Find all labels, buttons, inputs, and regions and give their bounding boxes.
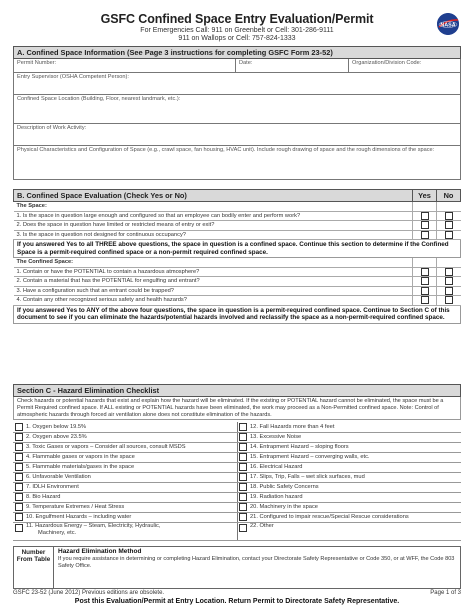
emergency-line-2: 911 on Wallops or Cell: 757-824-1333 [178,35,296,42]
hazard-5: 5. Flammable materials/gases in the space [24,462,237,472]
confined-q1-yes[interactable] [421,268,429,276]
description-field[interactable]: Description of Work Activity: [14,124,461,146]
hazard-18-checkbox[interactable] [239,483,247,491]
form-title: GSFC Confined Space Entry Evaluation/Permit [100,12,374,26]
confined-q3: 3. Have a configuration such that an entrant could be trapped? [14,286,413,296]
hazard-checklist [13,422,461,541]
section-a [13,46,461,180]
org-code-field[interactable]: Organization/Division Code: [349,59,461,73]
space-q2-yes[interactable] [421,221,429,229]
hazard-8-checkbox[interactable] [15,493,23,501]
hazard-6-checkbox[interactable] [15,473,23,481]
hazard-22-checkbox[interactable] [239,524,247,532]
hazard-14-checkbox[interactable] [239,443,247,451]
hazard-6: 6. Unfavorable Ventilation [24,472,237,482]
post-notice: Post this Evaluation/Permit at Entry Location. Return Permit to Directorate Safety Representative. [74,598,400,605]
physical-field[interactable]: Physical Characteristics and Configuration of Space (e.g., crawl space, fan housing, HVAC unit). Include rough drawing of space and the rough dimensions of the space: [14,146,461,180]
form-number: GSFC 23-52 (June 2012) Previous editions are obsolete. [13,590,165,596]
section-b [13,189,461,324]
section-b-note-2: If you answered Yes to ANY of the above four questions, the space in question is a permit-required confined space. Continue to Section C of this document to see if you can eliminate the hazards/potential hazards involved and reclassify the space as a non-permit-required confined space. [14,305,461,323]
hazard-8: 8. Bio Hazard [24,492,237,502]
space-q3-yes[interactable] [421,231,429,239]
hazard-7: 7. IDLH Environment [24,482,237,492]
hazard-16-checkbox[interactable] [239,463,247,471]
permit-number-field[interactable]: Permit Number: [14,59,236,73]
hazard-9-checkbox[interactable] [15,503,23,511]
confined-q2-yes[interactable] [421,277,429,285]
space-q1-yes[interactable] [421,212,429,220]
hazard-10: 10. Engulfment Hazards – including water [24,512,237,522]
section-b-note-1: If you answered Yes to all THREE above questions, the space in question is a confined space. Continue this section to determine if the Confined Space is a permit-required confined space or a non-permit required confined space. [14,240,461,258]
hazard-2: 2. Oxygen above 23.5% [24,432,237,442]
confined-q4-yes[interactable] [421,296,429,304]
hazard-10-checkbox[interactable] [15,513,23,521]
hazard-19: 19. Radiation hazard [248,492,461,502]
hazard-20-checkbox[interactable] [239,503,247,511]
hazard-11: 11. Hazardous Energy – Steam, Electricity, Hydraulic, [26,522,161,529]
hazard-5-checkbox[interactable] [15,463,23,471]
hazard-3-checkbox[interactable] [15,443,23,451]
space-q2: 2. Does the space in question have limited or restricted means of entry or exit? [14,221,413,231]
hazard-21: 21. Configured to impair rescue/Special Rescue considerations [248,512,461,522]
hazard-1-checkbox[interactable] [15,423,23,431]
confined-q1-no[interactable] [445,268,453,276]
hazard-2-checkbox[interactable] [15,433,23,441]
method-title: Hazard Elimination Method [58,548,142,555]
section-c-intro: Check hazards or potential hazards that exist and explain how the hazard will be eliminated. If the existing or POTENTIAL hazard cannot be eliminated, the space must be a Permit Required confined space. If ALL existing or POTENTIAL hazards have been eliminated, the work may proceed as a Non-Permitted confined space. Note: Control of atmospheric hazards through forced air ventilation alone does not constitute elimination of the hazards. [14,397,461,420]
method-text: If you require assistance in determining or completing Hazard Elimination, contact your Directorate Safety Representative or Code 350, or at WFF, the Code 803 Safety Office. [58,556,455,569]
hazard-14: 14. Entrapment Hazard – sloping floors [248,442,461,452]
space-q3: 3. Is the space in question not designed for continuous occupancy? [14,230,413,240]
hazard-21-checkbox[interactable] [239,513,247,521]
hazard-4: 4. Flammable gases or vapors in the space [24,452,237,462]
location-field[interactable]: Confined Space Location (Building, Floor, nearest landmark, etc.): [14,95,461,124]
hazard-12-checkbox[interactable] [239,423,247,431]
section-c-heading: Section C - Hazard Elimination Checklist [14,385,461,397]
confined-q1: 1. Contain or have the POTENTIAL to contain a hazardous atmosphere? [14,267,413,277]
space-q1-no[interactable] [445,212,453,220]
hazard-15-checkbox[interactable] [239,453,247,461]
hazard-4-checkbox[interactable] [15,453,23,461]
hazard-7-checkbox[interactable] [15,483,23,491]
permit-form [13,12,461,605]
section-c [13,384,461,420]
hazard-15: 15. Entrapment Hazard – converging walls, etc. [248,452,461,462]
confined-q2-no[interactable] [445,277,453,285]
date-field[interactable]: Date: [236,59,349,73]
nasa-logo-text: NASA [440,22,456,29]
hazard-12: 12. Fall Hazards more than 4 feet [248,422,461,432]
hazard-1: 1. Oxygen below 19.5% [24,422,237,432]
hazard-18: 18. Public Safety Concerns [248,482,461,492]
hazard-9: 9. Temperature Extremes / Heat Stress [24,502,237,512]
hazard-22: 22. Other [248,522,461,540]
hazard-17-checkbox[interactable] [239,473,247,481]
confined-q3-yes[interactable] [421,287,429,295]
space-q3-no[interactable] [445,231,453,239]
nasa-logo [437,13,459,35]
hazard-19-checkbox[interactable] [239,493,247,501]
confined-q4-no[interactable] [445,296,453,304]
elimination-method [13,546,461,589]
space-q1: 1. Is the space in question large enough and configured so that an employee can bodily enter and perform work? [14,211,413,221]
hazard-20: 20. Machinery in the space [248,502,461,512]
hazard-17: 17. Slips, Trip, Falls – wet slick surfaces, mud [248,472,461,482]
yes-header: Yes [413,190,437,202]
supervisor-field[interactable]: Entry Supervisor (OSHA Competent Person): [14,73,461,95]
hazard-11-cont: Machinery, etc. [38,530,77,536]
confined-q2: 2. Contain a material that has the POTENTIAL for engulfing and entrant? [14,277,413,287]
hazard-16: 16. Electrical Hazard [248,462,461,472]
confined-title: The Confined Space: [14,258,413,268]
space-title: The Space: [14,202,413,212]
space-q2-no[interactable] [445,221,453,229]
confined-q3-no[interactable] [445,287,453,295]
page-number: Page 1 of 3 [430,590,461,596]
hazard-13-checkbox[interactable] [239,433,247,441]
hazard-3: 3. Toxic Gases or vapors – Consider all sources, consult MSDS [24,442,237,452]
confined-q4: 4. Contain any other recognized serious safety and health hazards? [14,296,413,306]
section-b-heading: B. Confined Space Evaluation (Check Yes or No) [14,190,413,202]
hazard-13: 13. Excessive Noise [248,432,461,442]
number-from-table-label: Number From Table [14,547,54,589]
no-header: No [437,190,461,202]
section-a-heading: A. Confined Space Information (See Page 3 instructions for completing GSFC Form 23-52) [14,47,461,59]
hazard-11-checkbox[interactable] [15,524,23,532]
emergency-line-1: For Emergencies Call: 911 on Greenbelt or Cell: 301-286-9111 [140,27,334,34]
